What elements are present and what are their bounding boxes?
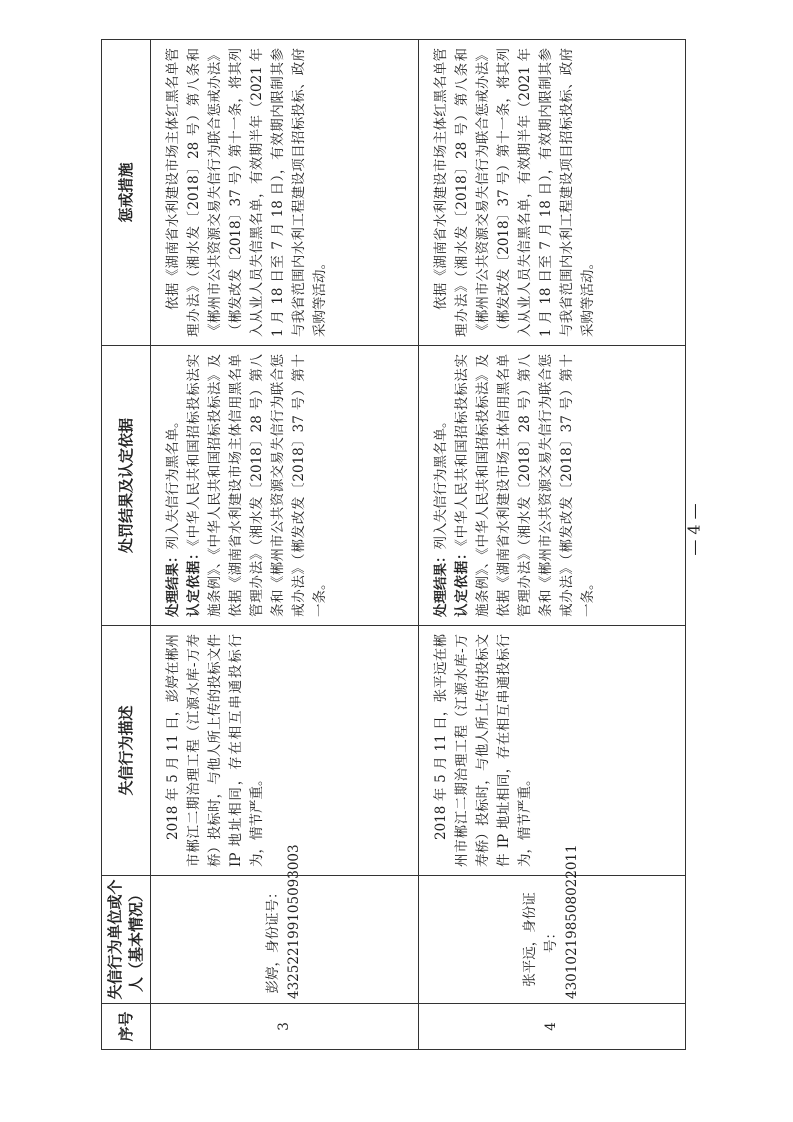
row-result [418, 346, 686, 626]
measures-text: 依据《湖南省水利建设市场主体红黑名单管理办法》（湘水发〔2018〕28 号）第八条和《郴州市公共资源交易失信行为联合惩戒办法》（郴发改发〔2018〕37 号）第十一条，将其列入从业人员失信黑名单，有效期半年（2021 年 1 月 18 日至 7 月 18 日），有效期内限制其参与我省范围内水利工程建设项目招标投标、政府采购等活动。 [165, 48, 328, 337]
basis-line [184, 354, 331, 617]
basis-label: 认定依据： [186, 545, 202, 617]
row-seq: 3 [151, 1004, 419, 1050]
result-text: 列入失信行为黑名单。 [432, 414, 449, 550]
row-description [418, 626, 686, 876]
table-row [418, 40, 686, 1050]
row-seq: 4 [418, 1004, 686, 1050]
row-description [151, 626, 419, 876]
result-line [163, 354, 184, 617]
result-label: 处理结果： [165, 549, 181, 617]
header-description: 失信行为描述 [102, 626, 151, 876]
row-result [151, 346, 419, 626]
row-party: 彭婷，身份证号：432522199105093003 [151, 876, 419, 1004]
basis-label: 认定依据： [453, 545, 470, 617]
header-result: 处罚结果及认定依据 [102, 346, 151, 626]
page-number: — 4 — [684, 503, 704, 556]
row-measures [151, 40, 419, 346]
header-party: 失信行为单位或个人（基本情况） [102, 876, 151, 1004]
result-text: 列入失信行为黑名单。 [165, 414, 181, 550]
row-measures [418, 40, 686, 346]
basis-line [452, 354, 599, 617]
rotated-page-content [101, 40, 686, 1050]
table-header-row [102, 40, 151, 1050]
header-seq: 序号 [102, 1004, 151, 1050]
result-label: 处理结果： [432, 549, 449, 617]
description-text: 2018 年 5 月 11 日，彭婷在郴州市郴江二期治理工程（江源水库-万寿桥）投标时，与他人所上传的投标文件 IP 地址相同，存在相互串通投标行为，情节严重。 [165, 634, 265, 867]
table-row [151, 40, 419, 1050]
dishonesty-table [101, 39, 686, 1050]
description-text: 2018 年 5 月 11 日，张平远在郴州市郴江二期治理工程（江源水库-万寿桥）投标时，与他人所上传的投标文件 IP 地址相同，存在相互串通投标行为，情节严重。 [432, 634, 533, 867]
measures-text: 依据《湖南省水利建设市场主体红黑名单管理办法》（湘水发〔2018〕28 号）第八条和《郴州市公共资源交易失信行为联合惩戒办法》（郴发改发〔2018〕37 号）第十一条，将其列入从业人员失信黑名单，有效期半年（2021 年 1 月 18 日至 7 月 18 日），有效期内限制其参与我省范围内水利工程建设项目招标投标、政府采购等活动。 [432, 48, 596, 337]
basis-text: 《中华人民共和国招标投标法实施条例》、《中华人民共和国招标投标法》及依据《湖南省水利建设市场主体信用黑名单管理办法》（湘水发〔2018〕28 号）第八条和《郴州市公共资源交易失信行为联合惩戒办法》（郴发改发〔2018〕37 号）第十一条。 [186, 353, 328, 617]
header-measures: 惩戒措施 [102, 40, 151, 346]
row-party: 张平远，身份证号：430102198508022011 [418, 876, 686, 1004]
basis-text: 《中华人民共和国招标投标法实施条例》、《中华人民共和国招标投标法》及依据《湖南省水利建设市场主体信用黑名单管理办法》（湘水发〔2018〕28 号）第八条和《郴州市公共资源交易失信行为联合惩戒办法》（郴发改发〔2018〕37 号）第十一条。 [453, 353, 596, 617]
result-line [431, 354, 452, 617]
